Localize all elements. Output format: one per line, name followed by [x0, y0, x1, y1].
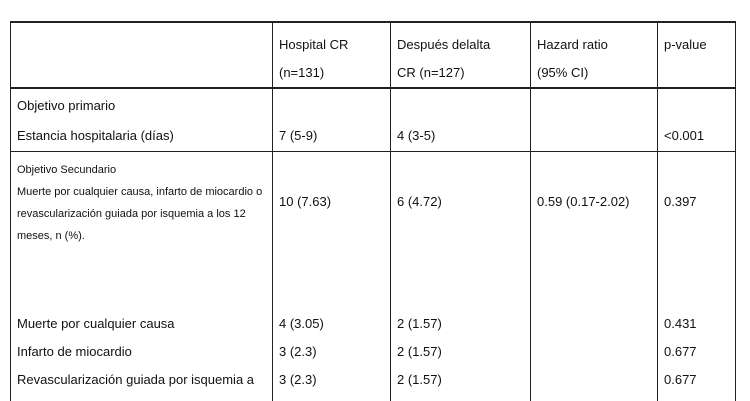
- header-cell-p-value: [658, 22, 736, 88]
- header-hospital-cr-line1: Hospital CR: [279, 37, 349, 52]
- sub-row-hospital-cr: 4 (3.05): [273, 310, 391, 338]
- primary-p-value-cell: [658, 88, 736, 152]
- primary-hospital-cr-cell: [273, 88, 391, 152]
- sub-row-after-discharge: 2 (1.57): [391, 310, 531, 338]
- header-p-value-line1: p-value: [664, 37, 707, 52]
- table-row-primary: [11, 88, 736, 152]
- sub-row-label: Infarto de miocardio: [11, 338, 273, 366]
- secondary-label-cell: [11, 152, 273, 311]
- header-after-discharge-line1: Después delalta: [397, 37, 491, 52]
- sub-row-hospital-cr: 3 (2.3): [273, 366, 391, 401]
- table-row: [11, 366, 736, 401]
- sub-row-label: Muerte por cualquier causa: [11, 310, 273, 338]
- header-cell-hazard-ratio: [531, 22, 658, 88]
- sub-row-p-value: 0.677: [658, 366, 736, 401]
- primary-label-cell: [11, 88, 273, 152]
- sub-row-hazard-ratio: [531, 310, 658, 338]
- primary-hazard-ratio-cell: [531, 88, 658, 152]
- table-row: [11, 338, 736, 366]
- secondary-hospital-cr-cell: 10 (7.63): [273, 152, 391, 311]
- secondary-composite-label: Muerte por cualquier causa, infarto de miocardio o revascularización guiada por isquemia a los 12 meses, n (%).: [17, 186, 263, 242]
- secondary-p-value-cell: 0.397: [658, 152, 736, 311]
- primary-hazard-ratio-value: [537, 89, 651, 121]
- results-table: [10, 21, 736, 401]
- table-row-secondary-composite: [11, 152, 736, 311]
- primary-p-value-value: <0.001: [664, 128, 705, 143]
- header-hazard-ratio-line1: Hazard ratio: [537, 37, 608, 52]
- secondary-section-title: Objetivo Secundario: [17, 164, 117, 176]
- header-hospital-cr-line2: (n=131): [279, 65, 325, 80]
- sub-row-hazard-ratio: [531, 366, 658, 401]
- primary-row-label: Estancia hospitalaria (días): [17, 128, 174, 143]
- header-after-discharge-line2: CR (n=127): [397, 65, 465, 80]
- primary-after-discharge-value: 4 (3-5): [397, 128, 436, 143]
- table-header-row: [11, 22, 736, 88]
- sub-row-p-value: 0.431: [658, 310, 736, 338]
- primary-after-discharge-cell: [391, 88, 531, 152]
- secondary-after-discharge-cell: 6 (4.72): [391, 152, 531, 311]
- sub-row-p-value: 0.677: [658, 338, 736, 366]
- primary-hospital-cr-value: 7 (5-9): [279, 128, 318, 143]
- sub-row-hazard-ratio: [531, 338, 658, 366]
- primary-section-title: Objetivo primario: [17, 98, 116, 113]
- sub-row-after-discharge: 2 (1.57): [391, 338, 531, 366]
- header-cell-empty: [11, 22, 273, 88]
- header-cell-hospital-cr: [273, 22, 391, 88]
- secondary-hazard-ratio-cell: 0.59 (0.17-2.02): [531, 152, 658, 311]
- sub-row-label: Revascularización guiada por isquemia a: [11, 366, 273, 401]
- sub-row-after-discharge: 2 (1.57): [391, 366, 531, 401]
- table-row: [11, 310, 736, 338]
- header-hazard-ratio-line2: (95% CI): [537, 65, 589, 80]
- header-cell-after-discharge: [391, 22, 531, 88]
- sub-row-hospital-cr: 3 (2.3): [273, 338, 391, 366]
